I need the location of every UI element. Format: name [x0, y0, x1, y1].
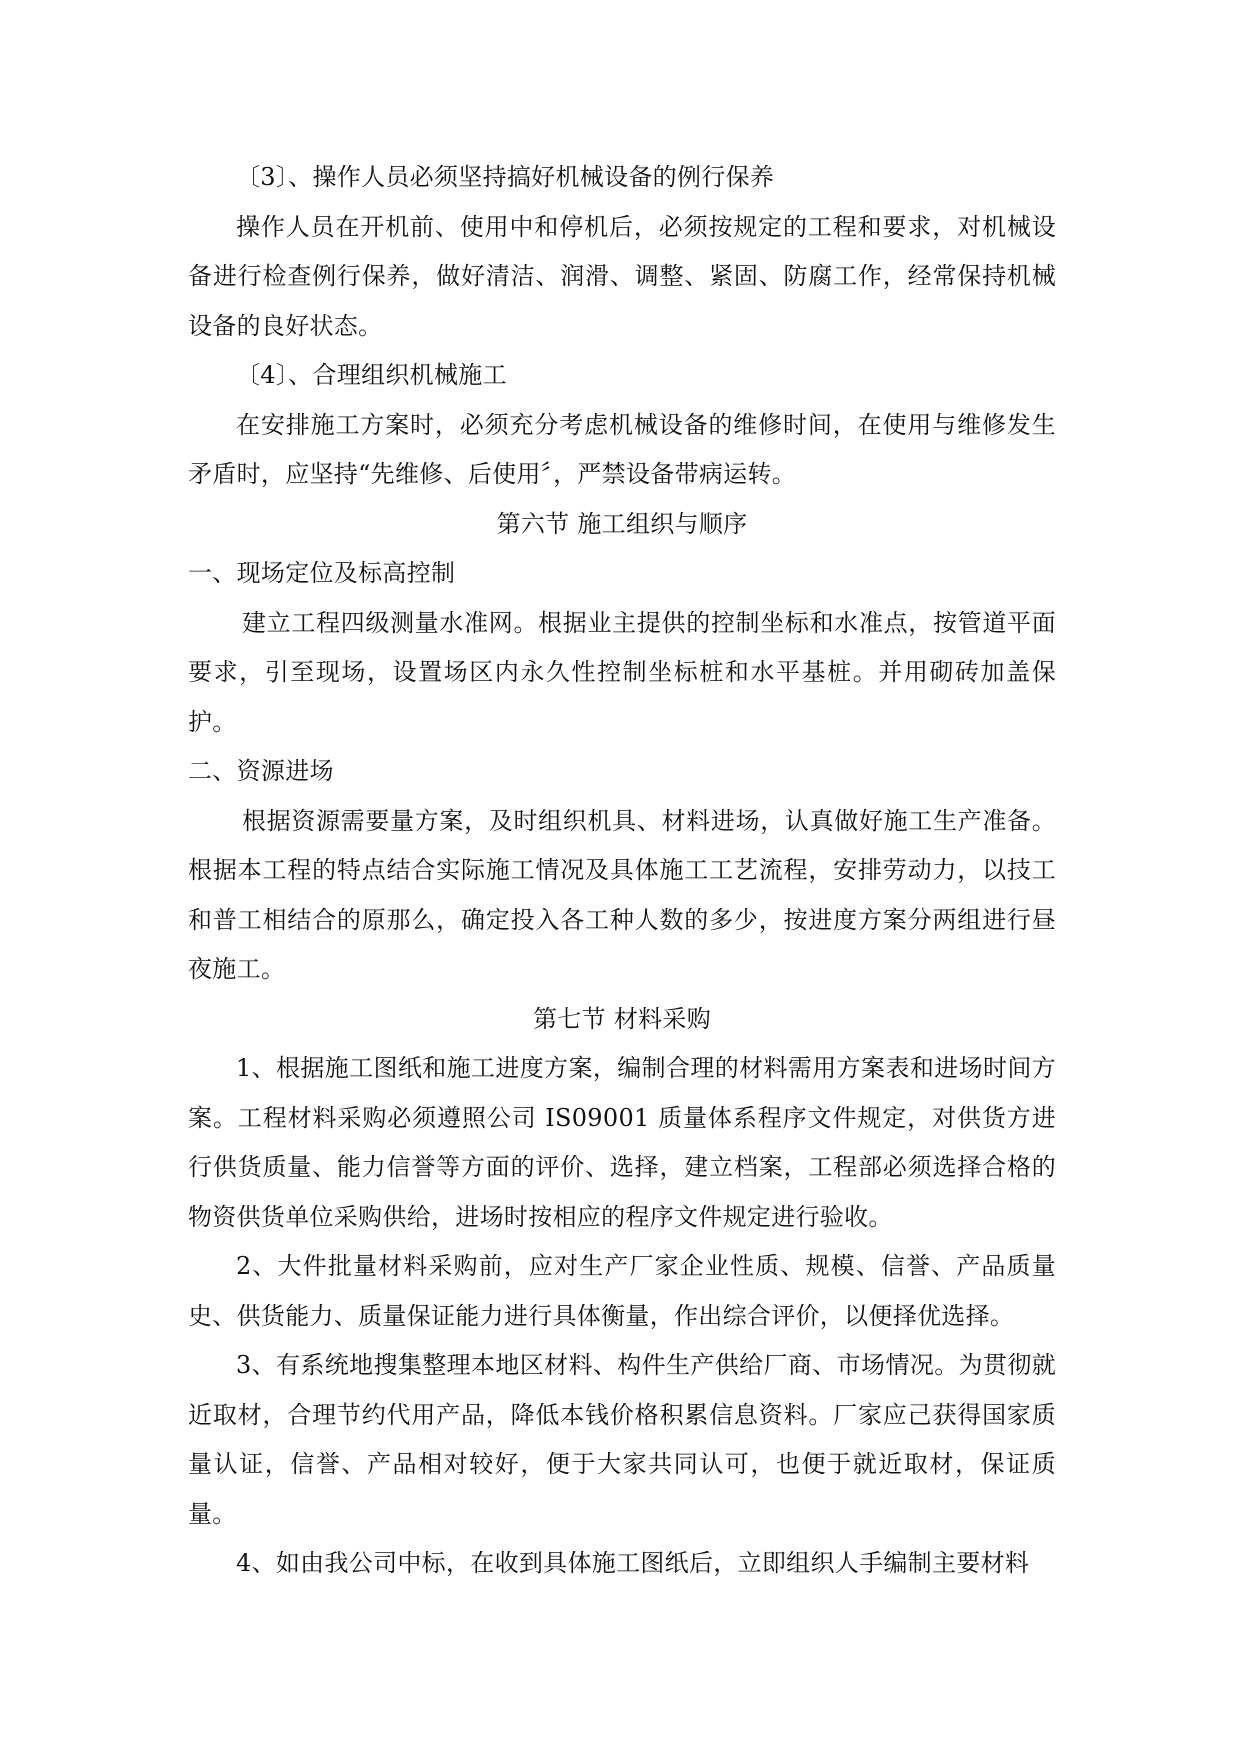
section-title-seven: 第七节 材料采购 — [532, 1004, 712, 1033]
paragraph-procurement-4: 4、如由我公司中标，在收到具体施工图纸后，立即组织人手编制主要材料 — [236, 1549, 1030, 1577]
paragraph-maintenance-scheduling: 在安排施工方案时，必须充分考虑机械设备的维修时间，在使用与维修发生矛盾时，应坚持“先维修、后使用〞，严禁设备带病运转。 — [188, 410, 1056, 488]
paragraph-procurement-1: 1、根据施工图纸和施工进度方案，编制合理的材料需用方案表和进场时间方案。工程材料采购必须遵照公司 IS09001 质量体系程序文件规定，对供货方进行供货质量、能力信誉等方面的评价、选择，建立档案，工程部必须选择合格的物资供货单位采购供给，进场时按相应的程序文件规定进行验收。 — [188, 1054, 1056, 1231]
heading-site-positioning: 一、现场定位及标高控制 — [188, 559, 456, 587]
paragraph-procurement-3: 3、有系统地搜集整理本地区材料、构件生产供给厂商、市场情况。为贯彻就近取材，合理节约代用产品，降低本钱价格积累信息资料。厂家应己获得国家质量认证，信誉、产品相对较好，便于大家共同认可，也便于就近取材，保证质量。 — [188, 1351, 1056, 1528]
paragraph-routine-maintenance: 操作人员在开机前、使用中和停机后，必须按规定的工程和要求，对机械设备进行检查例行保养，做好清洁、润滑、调整、紧固、防腐工作，经常保持机械设备的良好状态。 — [188, 212, 1056, 340]
section-title-six: 第六节 施工组织与顺序 — [496, 509, 748, 538]
document-body — [188, 153, 1056, 1589]
paragraph-survey-network: 建立工程四级测量水准网。根据业主提供的控制坐标和水准点，按管道平面要求，引至现场，设置场区内永久性控制坐标桩和水平基桩。并用砌砖加盖保护。 — [188, 608, 1056, 736]
subsection-heading-3: 〔3〕、操作人员必须坚持搞好机械设备的例行保养 — [236, 163, 775, 191]
heading-resources-entry: 二、资源进场 — [188, 757, 334, 785]
paragraph-resources-plan: 根据资源需要量方案，及时组织机具、材料进场，认真做好施工生产准备。根据本工程的特点结合实际施工情况及具体施工工艺流程，安排劳动力，以技工和普工相结合的原那么，确定投入各工种人数的多少，按进度方案分两组进行昼夜施工。 — [188, 806, 1056, 983]
subsection-heading-4: 〔4〕、合理组织机械施工 — [236, 361, 507, 389]
paragraph-procurement-2: 2、大件批量材料采购前，应对生产厂家企业性质、规模、信誉、产品质量史、供货能力、质量保证能力进行具体衡量，作出综合评价，以便择优选择。 — [188, 1252, 1056, 1330]
